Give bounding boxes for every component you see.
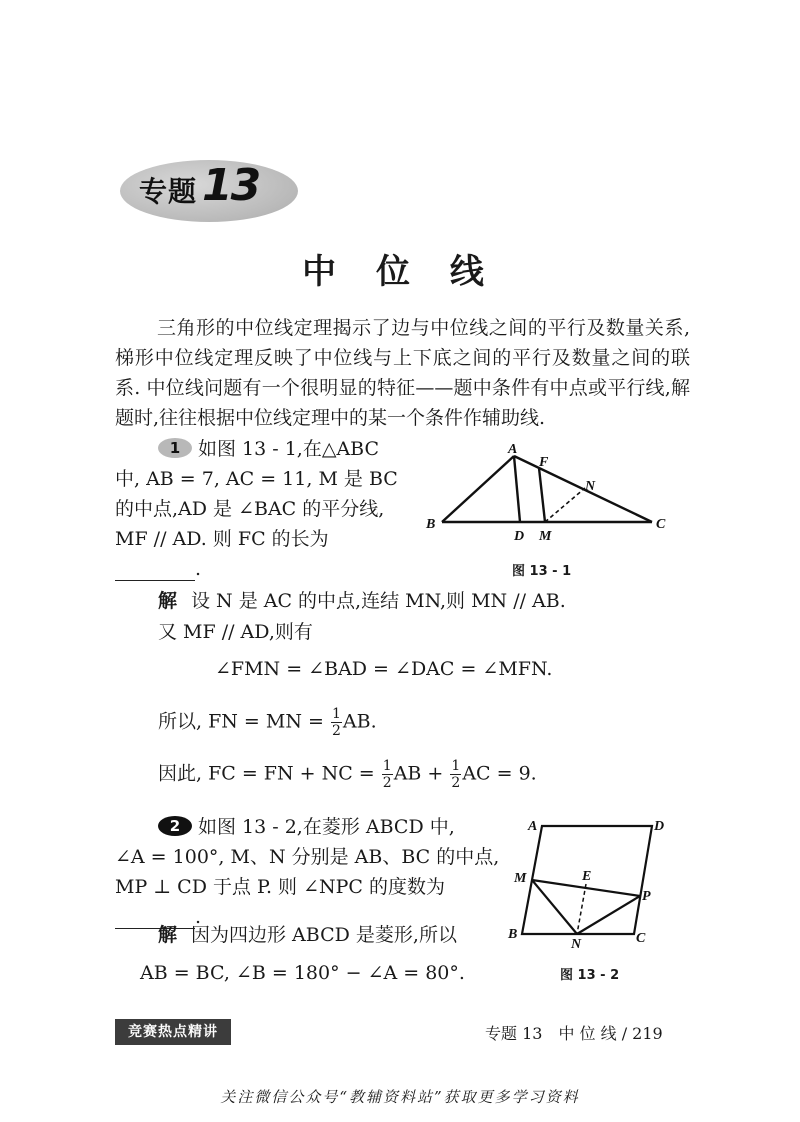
fig2-label-m: M [514, 871, 527, 886]
solution1-formula1: ∠FMN = ∠BAD = ∠DAC = ∠MFN. [215, 658, 553, 680]
fig2-label-p: P [642, 889, 651, 904]
figure-13-1-caption: 图 13 - 1 [512, 564, 572, 579]
example1-line1 [158, 434, 379, 464]
example1-text-1: 如图 13 - 1,在△ABC [198, 438, 380, 460]
example2-text-1: 如图 13 - 2,在菱形 ABCD 中, [198, 816, 455, 838]
segment-np [577, 896, 640, 934]
example1-text-3: 的中点,AD 是 ∠BAC 的平分线, [115, 498, 385, 520]
fraction-half [382, 758, 393, 791]
bottom-note: 关注微信公众号“教辅资料站”获取更多学习资料 [220, 1088, 580, 1106]
example1-text-4: MF // AD. 则 FC 的长为 [115, 528, 329, 550]
solution1-formula3 [158, 758, 537, 791]
fig1-label-a: A [508, 442, 518, 457]
fig1-label-n: N [585, 479, 596, 494]
formula3-suffix: AC = 9. [462, 762, 537, 785]
example2-number: 2 [158, 816, 192, 836]
segment-ne-dashed [577, 884, 586, 934]
segment-mn [532, 880, 577, 934]
example2-blank-period: . [195, 906, 202, 928]
section-tag: 竞赛热点精讲 [115, 1019, 231, 1045]
example1-text-2: 中, AB = 7, AC = 11, M 是 BC [115, 468, 398, 490]
fig2-label-e: E [582, 869, 592, 884]
fig2-label-n: N [571, 937, 582, 952]
answer-blank-line [115, 558, 195, 581]
example2-text-2: ∠A = 100°, M、N 分别是 AB、BC 的中点, [115, 846, 500, 868]
solution2-label: 解 [158, 924, 178, 946]
solution2-formula: AB = BC, ∠B = 180° − ∠A = 80°. [140, 962, 465, 984]
example1-answer-blank [115, 554, 201, 584]
figure-13-2-caption: 图 13 - 2 [560, 968, 620, 983]
fig2-label-c: C [636, 931, 646, 946]
example1-blank-period: . [195, 558, 202, 580]
example2-line1 [158, 812, 455, 842]
intro-paragraph: 三角形的中位线定理揭示了边与中位线之间的平行及数量关系,梯形中位线定理反映了中位线与上下底之间的平行及数量之间的联系. 中位线问题有一个很明显的特征——题中条件有中点或平行线,解题时,往往根据中位线定理中的某一个条件作辅助线. [115, 317, 690, 429]
chapter-badge-label: 专题 [139, 175, 198, 208]
fig2-label-b: B [508, 927, 518, 942]
solution1-text-1: 设 N 是 AC 的中点,连结 MN,则 MN // AB. [191, 590, 566, 612]
fraction-num: 1 [382, 758, 392, 774]
fraction-num: 1 [331, 706, 341, 722]
fraction-den: 2 [451, 775, 461, 791]
fig1-label-b: B [426, 517, 436, 532]
formula3-mid: AB + [393, 762, 444, 785]
segment-ad [514, 456, 520, 522]
figure-13-1 [420, 440, 680, 580]
fraction-num: 1 [451, 758, 461, 774]
segment-mn-dashed [545, 488, 585, 522]
example2-text-3: MP ⊥ CD 于点 P. 则 ∠NPC 的度数为 [115, 876, 445, 898]
fig1-label-m: M [539, 529, 552, 544]
running-footer: 专题 13 中 位 线 / 219 [485, 1024, 663, 1043]
segment-fm [539, 468, 545, 522]
formula2-suffix: AB. [342, 710, 377, 733]
fig1-label-c: C [656, 517, 666, 532]
solution2-text: 因为四边形 ABCD 是菱形,所以 [191, 924, 457, 946]
fig2-label-a: A [528, 819, 538, 834]
fig2-label-d: D [654, 819, 665, 834]
fig1-label-f: F [539, 455, 549, 470]
fraction-den: 2 [331, 723, 341, 739]
fraction-half [331, 706, 342, 739]
formula3-prefix: 因此, FC = FN + NC = [158, 762, 375, 785]
solution1-line1 [158, 586, 566, 616]
example1-number: 1 [158, 438, 192, 458]
figure-13-2 [502, 812, 682, 957]
solution1-formula2 [158, 706, 377, 739]
page-title: 中 位 线 [302, 252, 498, 292]
fraction-half [450, 758, 461, 791]
solution1-label: 解 [158, 590, 178, 612]
fig1-label-d: D [514, 529, 525, 544]
fraction-den: 2 [382, 775, 392, 791]
segment-ab [442, 456, 514, 522]
solution2-line1 [158, 920, 457, 950]
chapter-badge-number: 13 [202, 160, 260, 211]
solution1-text-2: 又 MF // AD,则有 [158, 621, 313, 643]
formula2-prefix: 所以, FN = MN = [158, 710, 324, 733]
